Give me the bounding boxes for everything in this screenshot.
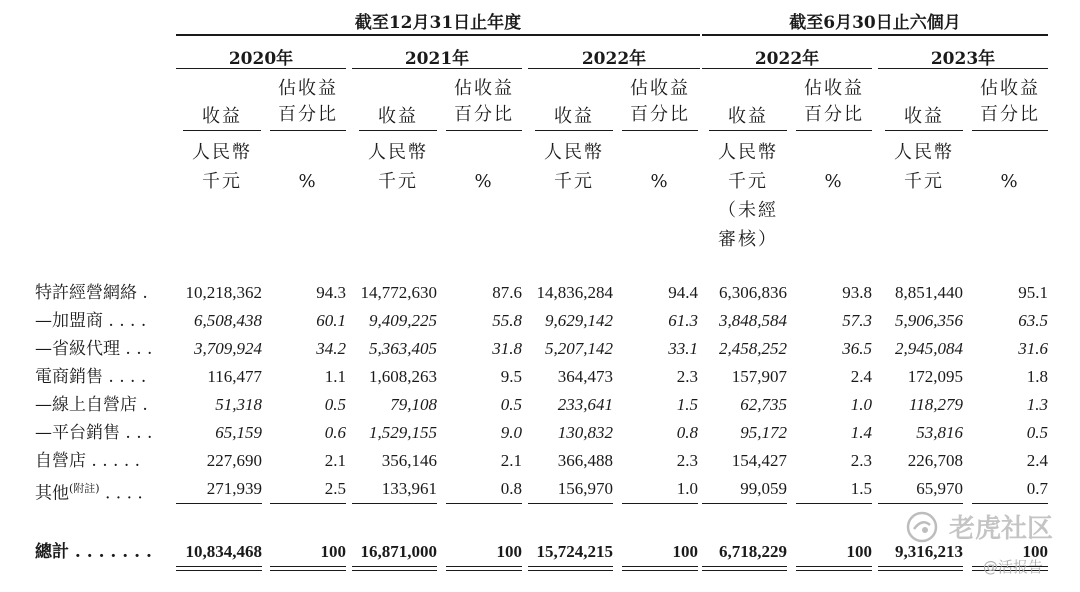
cell-rev-2023i: 2,945,084 — [895, 339, 963, 358]
cell-pct-2022a: 94.4 — [668, 283, 698, 302]
cell-rev-2021: 14,772,630 — [360, 283, 437, 302]
total-double-rule — [446, 566, 522, 571]
year-rule-2020 — [176, 68, 346, 69]
col-rule — [972, 130, 1048, 131]
cell-pct-2020: 1.1 — [324, 367, 346, 386]
subtotal-rule — [878, 503, 963, 504]
subtotal-rule — [270, 503, 346, 504]
row-dots: . . . . — [99, 483, 143, 504]
cell-rev-2021: 79,108 — [390, 395, 437, 414]
unit-pct-2022-annual: % — [650, 171, 670, 192]
row-label: —平台銷售 . . . — [35, 423, 153, 443]
subtotal-rule — [446, 503, 522, 504]
cell-rev-2022a: 156,970 — [557, 479, 613, 498]
total-double-rule — [528, 566, 613, 571]
unit-pct-2023-interim: % — [1000, 171, 1020, 192]
total-pct-2022a: 100 — [672, 542, 698, 561]
total-rev-2022i: 6,718,229 — [719, 542, 787, 561]
cell-pct-2020: 2.5 — [324, 479, 346, 498]
cell-pct-2020: 60.1 — [316, 311, 346, 330]
col-rule — [622, 130, 698, 131]
cell-pct-2022i: 1.0 — [850, 395, 872, 414]
col-header-revenue-2020: 收益 — [202, 106, 242, 127]
unit-rmb-2022-annual: 人民幣 千元 — [544, 142, 604, 192]
cell-pct-2022i: 93.8 — [842, 283, 872, 302]
cell-pct-2021: 9.5 — [500, 367, 522, 386]
cell-pct-2023i: 1.8 — [1026, 367, 1048, 386]
cell-pct-2023i: 0.5 — [1026, 423, 1048, 442]
cell-pct-2022a: 61.3 — [668, 311, 698, 330]
cell-rev-2021: 1,529,155 — [369, 423, 437, 442]
total-pct-2020: 100 — [320, 542, 346, 561]
total-rev-2023i: 9,316,213 — [895, 542, 963, 561]
col-header-pct-2022-interim: 佔收益 百分比 — [804, 78, 864, 125]
col-header-pct-2022-annual: 佔收益 百分比 — [630, 78, 690, 125]
total-label: 總計 . . . . . . . — [35, 542, 152, 562]
row-label: 電商銷售 . . . . — [35, 367, 147, 387]
cell-rev-2023i: 172,095 — [907, 367, 963, 386]
col-rule — [885, 130, 963, 131]
watermark-handle: @活报告 — [983, 558, 1044, 576]
cell-rev-2021: 9,409,225 — [369, 311, 437, 330]
cell-pct-2022i: 1.5 — [850, 479, 872, 498]
total-double-rule — [622, 566, 698, 571]
cell-rev-2023i: 8,851,440 — [895, 283, 963, 302]
row-label: —線上自營店 . — [35, 395, 148, 415]
total-double-rule — [176, 566, 262, 571]
watermark — [905, 508, 1075, 588]
unit-rmb-2022-interim: 人民幣 千元 （未經 審核） — [709, 138, 787, 254]
cell-rev-2020: 65,159 — [215, 423, 262, 442]
cell-rev-2023i: 118,279 — [909, 395, 963, 414]
cell-rev-2022a: 14,836,284 — [536, 283, 613, 302]
col-rule — [796, 130, 872, 131]
cell-pct-2021: 31.8 — [492, 339, 522, 358]
col-header-revenue-2021: 收益 — [378, 106, 418, 127]
cell-rev-2022i: 95,172 — [740, 423, 787, 442]
year-rule-2022-interim — [702, 68, 872, 69]
cell-rev-2020: 227,690 — [206, 451, 262, 470]
subtotal-rule — [528, 503, 613, 504]
cell-pct-2022i: 36.5 — [842, 339, 872, 358]
cell-rev-2022i: 99,059 — [740, 479, 787, 498]
cell-pct-2023i: 95.1 — [1018, 283, 1048, 302]
total-double-rule — [270, 566, 346, 571]
cell-rev-2020: 10,218,362 — [185, 283, 262, 302]
cell-rev-2022i: 154,427 — [731, 451, 787, 470]
cell-pct-2023i: 0.7 — [1026, 479, 1048, 498]
col-rule — [359, 130, 437, 131]
cell-pct-2022a: 2.3 — [676, 451, 698, 470]
row-note: (附註) — [69, 482, 100, 495]
cell-pct-2020: 34.2 — [316, 339, 346, 358]
subtotal-rule — [622, 503, 698, 504]
group-header-interim: 截至6月30日止六個月 — [789, 13, 961, 33]
col-header-pct-2020: 佔收益 百分比 — [278, 78, 338, 125]
year-rule-2021 — [352, 68, 522, 69]
subtotal-rule — [972, 503, 1048, 504]
cell-pct-2022a: 33.1 — [668, 339, 698, 358]
col-rule — [183, 130, 261, 131]
cell-pct-2021: 0.5 — [500, 395, 522, 414]
unaudited-note: （未經 審核） — [718, 200, 778, 250]
unit-rmb-2023-interim: 人民幣 千元 — [894, 142, 954, 192]
total-pct-2022i: 100 — [846, 542, 872, 561]
unit-pct-2021: % — [474, 171, 494, 192]
cell-pct-2021: 2.1 — [500, 451, 522, 470]
year-header-2021: 2021年 — [404, 49, 470, 69]
cell-pct-2021: 9.0 — [500, 423, 522, 442]
group-rule-interim — [702, 34, 1048, 36]
cell-pct-2022a: 0.8 — [676, 423, 698, 442]
row-label: 自營店 . . . . . — [35, 451, 141, 471]
cell-rev-2023i: 65,970 — [916, 479, 963, 498]
col-rule — [709, 130, 787, 131]
row-label: —省級代理 . . . — [35, 339, 153, 359]
cell-rev-2022i: 62,735 — [740, 395, 787, 414]
cell-rev-2022a: 130,832 — [557, 423, 613, 442]
cell-rev-2021: 133,961 — [381, 479, 437, 498]
cell-rev-2020: 116,477 — [207, 367, 262, 386]
cell-rev-2021: 1,608,263 — [369, 367, 437, 386]
unit-rmb-2020: 人民幣 千元 — [192, 142, 252, 192]
year-header-2022-interim: 2022年 — [754, 49, 820, 69]
unit-rmb-2021: 人民幣 千元 — [368, 142, 428, 192]
cell-pct-2022i: 57.3 — [842, 311, 872, 330]
cell-rev-2020: 6,508,438 — [194, 311, 262, 330]
cell-pct-2022a: 2.3 — [676, 367, 698, 386]
tiger-logo-icon — [905, 510, 939, 544]
cell-pct-2022i: 2.4 — [850, 367, 872, 386]
cell-rev-2022a: 9,629,142 — [545, 311, 613, 330]
cell-pct-2023i: 1.3 — [1026, 395, 1048, 414]
watermark-brand: 老虎社区 — [949, 514, 1054, 544]
cell-rev-2020: 3,709,924 — [194, 339, 262, 358]
cell-pct-2020: 94.3 — [316, 283, 346, 302]
subtotal-rule — [352, 503, 437, 504]
col-rule — [446, 130, 522, 131]
cell-rev-2022a: 366,488 — [557, 451, 613, 470]
year-header-2020: 2020年 — [228, 49, 294, 69]
row-label: —加盟商 . . . . — [35, 311, 147, 331]
col-header-pct-2023-interim: 佔收益 百分比 — [980, 78, 1040, 125]
cell-rev-2020: 51,318 — [215, 395, 262, 414]
year-header-2023-interim: 2023年 — [930, 49, 996, 69]
col-header-pct-2021: 佔收益 百分比 — [454, 78, 514, 125]
subtotal-rule — [796, 503, 872, 504]
year-rule-2023-interim — [878, 68, 1048, 69]
cell-pct-2020: 0.5 — [324, 395, 346, 414]
cell-pct-2023i: 2.4 — [1026, 451, 1048, 470]
cell-pct-2022i: 1.4 — [850, 423, 872, 442]
total-pct-2023i: 100 — [1022, 542, 1048, 561]
cell-pct-2022a: 1.5 — [676, 395, 698, 414]
col-header-revenue-2022-annual: 收益 — [554, 106, 594, 127]
total-rev-2022a: 15,724,215 — [536, 542, 613, 561]
total-double-rule — [796, 566, 872, 571]
total-rev-2020: 10,834,468 — [185, 542, 262, 561]
col-header-revenue-2023-interim: 收益 — [904, 106, 944, 127]
cell-rev-2023i: 53,816 — [916, 423, 963, 442]
cell-rev-2020: 271,939 — [206, 479, 262, 498]
unit-pct-2022-interim: % — [824, 171, 844, 192]
row-label: 其他$^{(附註)}$ . . . . — [35, 482, 143, 504]
total-rev-2021: 16,871,000 — [360, 542, 437, 561]
cell-pct-2022a: 1.0 — [676, 479, 698, 498]
cell-rev-2022i: 157,907 — [731, 367, 787, 386]
total-double-rule — [702, 566, 787, 571]
year-rule-2022-annual — [528, 68, 700, 69]
cell-pct-2021: 0.8 — [500, 479, 522, 498]
cell-rev-2022i: 6,306,836 — [719, 283, 787, 302]
unit-pct-2020: % — [298, 171, 318, 192]
cell-rev-2022a: 5,207,142 — [545, 339, 613, 358]
cell-pct-2021: 55.8 — [492, 311, 522, 330]
total-pct-2021: 100 — [496, 542, 522, 561]
cell-rev-2021: 356,146 — [381, 451, 437, 470]
group-rule-annual — [176, 34, 700, 36]
cell-pct-2020: 0.6 — [324, 423, 346, 442]
row-label: 特許經營網絡 . — [35, 283, 148, 303]
col-rule — [535, 130, 613, 131]
cell-pct-2020: 2.1 — [324, 451, 346, 470]
cell-pct-2023i: 63.5 — [1018, 311, 1048, 330]
subtotal-rule — [702, 503, 787, 504]
col-header-revenue-2022-interim: 收益 — [728, 106, 768, 127]
cell-rev-2022i: 3,848,584 — [719, 311, 787, 330]
cell-pct-2022i: 2.3 — [850, 451, 872, 470]
cell-rev-2023i: 5,906,356 — [895, 311, 963, 330]
cell-rev-2022i: 2,458,252 — [719, 339, 787, 358]
cell-pct-2023i: 31.6 — [1018, 339, 1048, 358]
cell-rev-2022a: 364,473 — [557, 367, 613, 386]
group-header-annual: 截至12月31日止年度 — [354, 13, 522, 33]
cell-rev-2021: 5,363,405 — [369, 339, 437, 358]
col-rule — [270, 130, 346, 131]
year-header-2022-annual: 2022年 — [581, 49, 647, 69]
cell-rev-2022a: 233,641 — [557, 395, 613, 414]
cell-rev-2023i: 226,708 — [907, 451, 963, 470]
cell-pct-2021: 87.6 — [492, 283, 522, 302]
subtotal-rule — [176, 503, 262, 504]
total-double-rule — [352, 566, 437, 571]
